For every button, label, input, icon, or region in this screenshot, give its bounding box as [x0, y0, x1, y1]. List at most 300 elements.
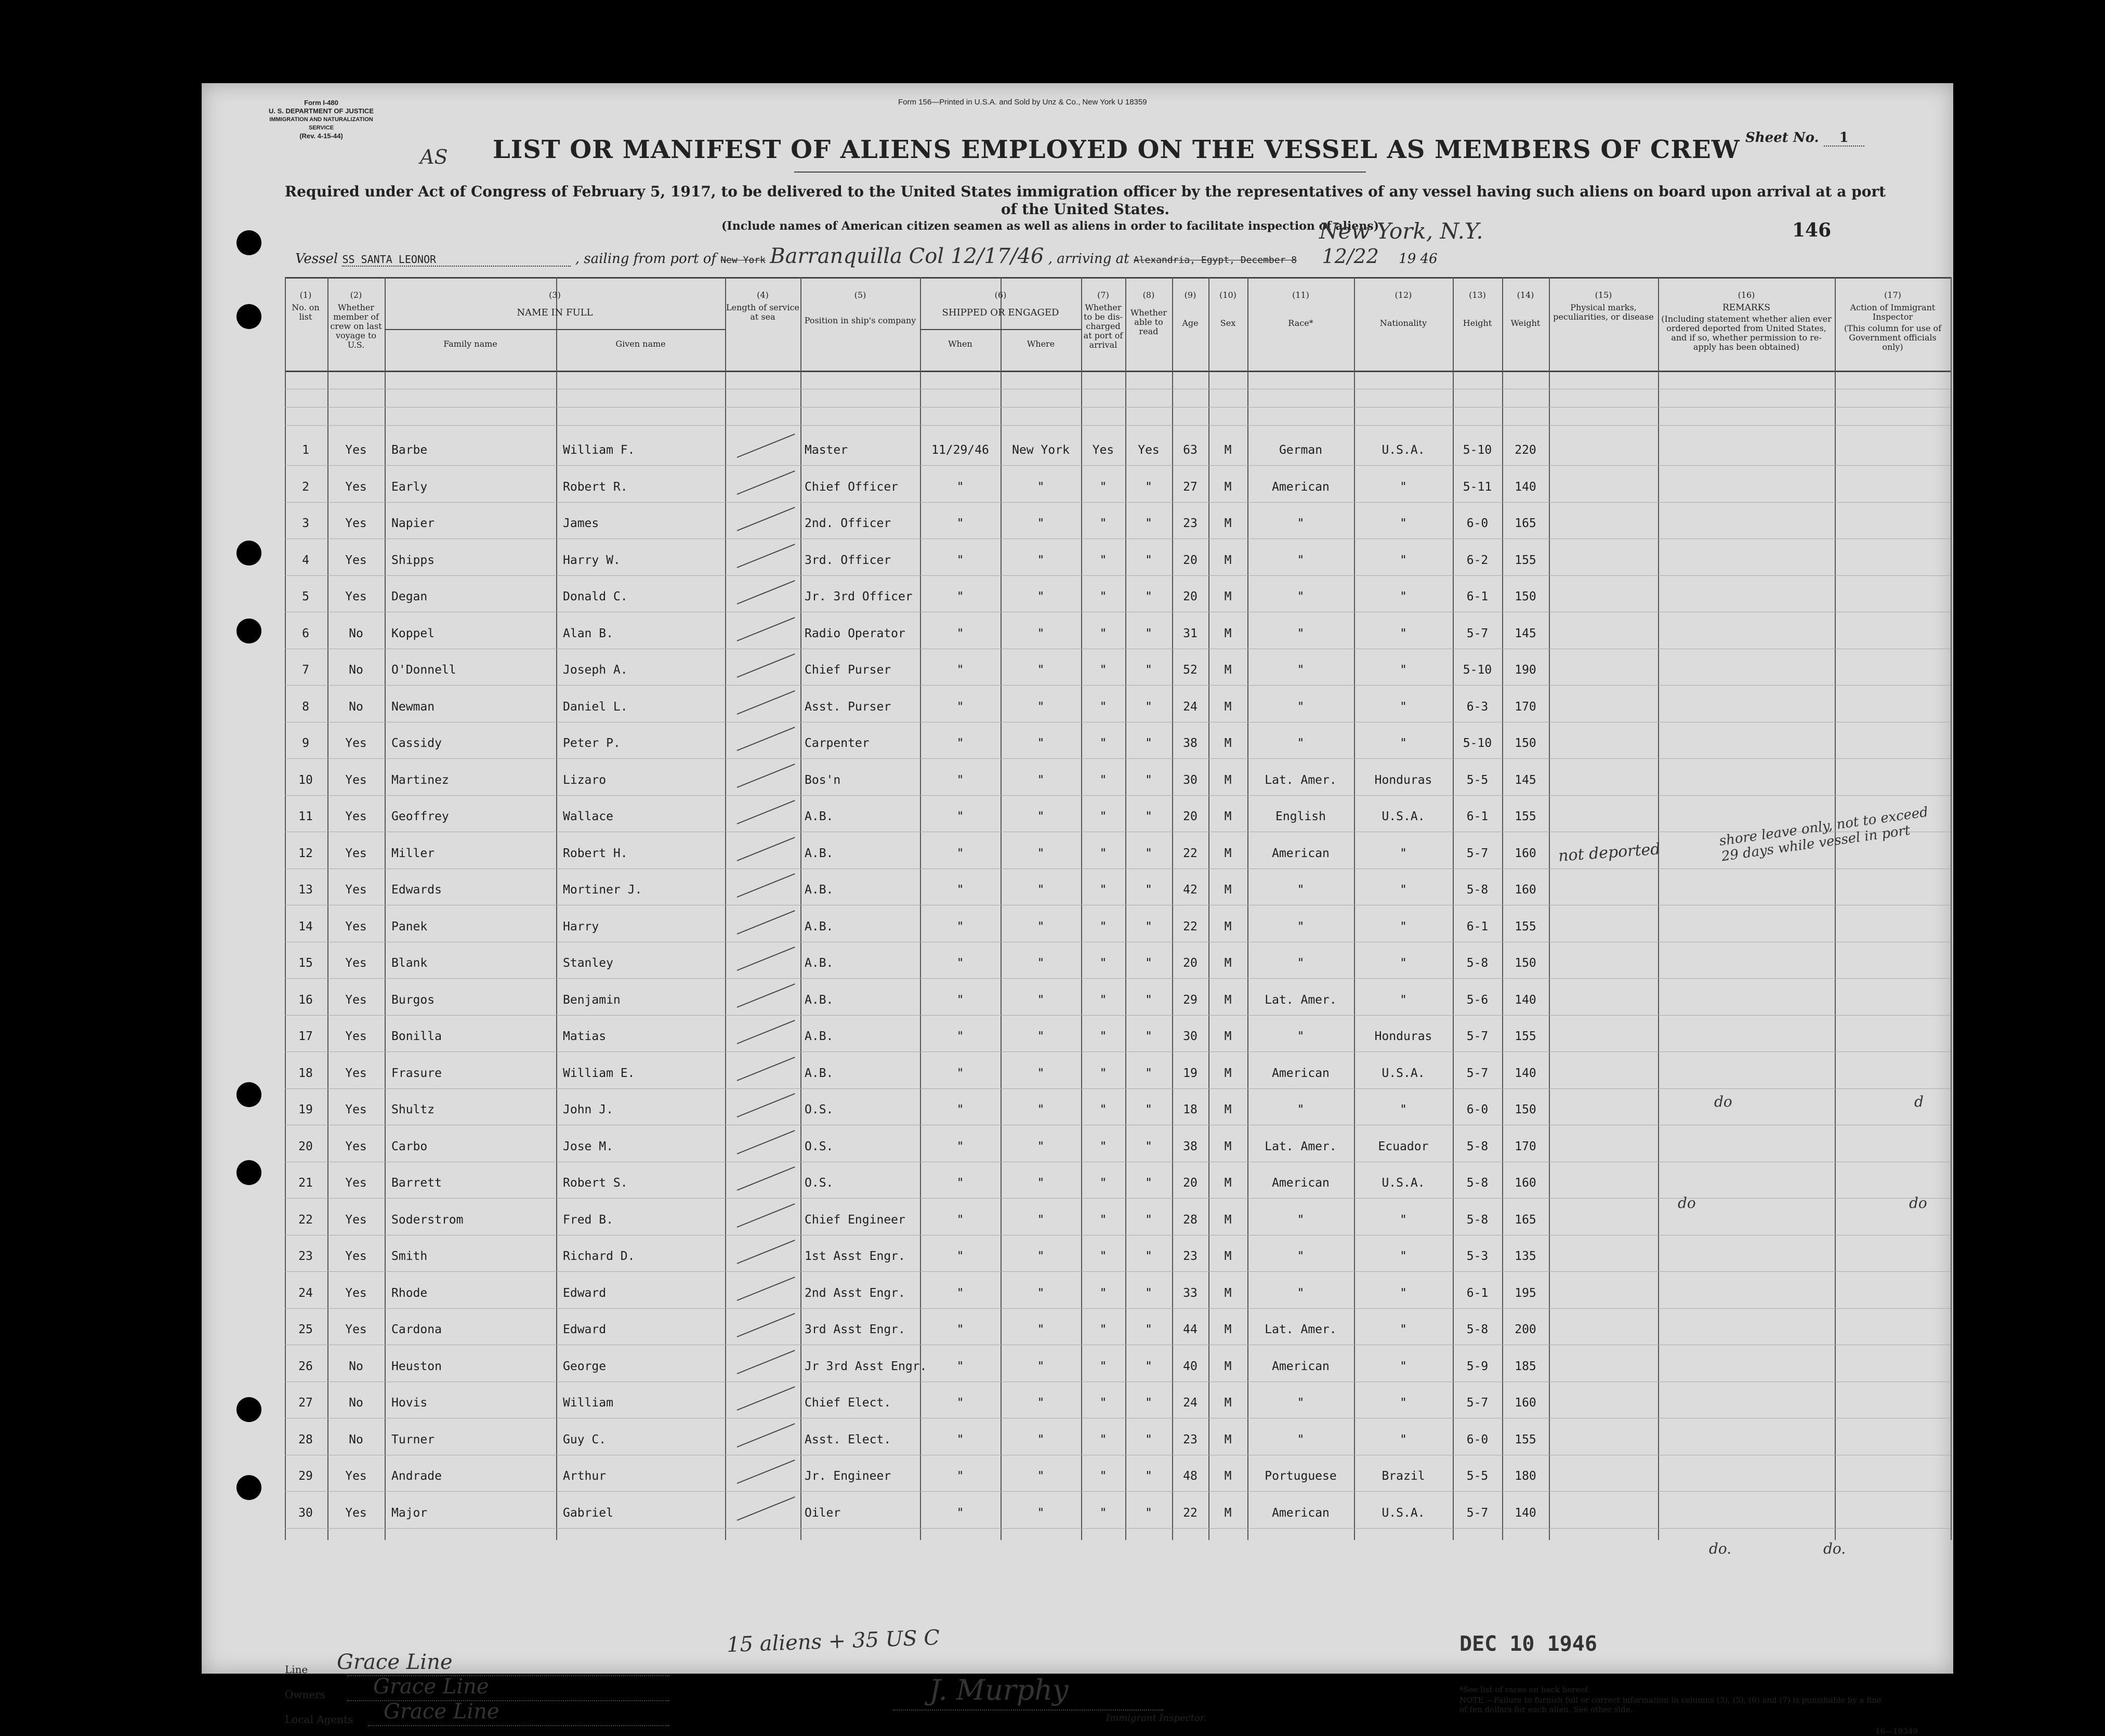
cell-weight: 165	[1515, 1213, 1536, 1227]
cell-race: "	[1297, 1103, 1305, 1116]
agents-underline	[368, 1725, 669, 1726]
cell-given: Harry	[563, 919, 599, 933]
col-num-8: (8)	[1142, 290, 1155, 300]
service-tick-mark	[737, 507, 795, 531]
cell-no: 8	[302, 700, 309, 714]
col-head-nationality: Nationality	[1379, 318, 1427, 328]
service-tick-mark	[737, 1313, 795, 1337]
cell-no: 20	[298, 1139, 313, 1153]
cell-disch: "	[1099, 480, 1107, 494]
cell-weight: 140	[1515, 993, 1536, 1007]
cell-position: Jr 3rd Asst Engr.	[805, 1359, 927, 1373]
cell-race: American	[1272, 1506, 1330, 1520]
cell-race: Lat. Amer.	[1265, 773, 1337, 787]
annotation-ditto: do.	[1709, 1540, 1732, 1557]
cell-weight: 160	[1515, 846, 1536, 860]
cell-when: "	[956, 553, 964, 567]
col-head-given: Given name	[615, 339, 666, 349]
cell-sex: M	[1224, 1432, 1232, 1446]
cell-height: 5-11	[1463, 480, 1492, 494]
cell-sex: M	[1224, 737, 1232, 750]
cell-height: 5-8	[1466, 1139, 1489, 1153]
struck-arrival: Alexandria, Egypt, December 8	[1133, 255, 1297, 266]
cell-read: "	[1145, 626, 1152, 640]
cell-family: Cardona	[391, 1323, 442, 1336]
cell-position: 3rd. Officer	[805, 553, 891, 567]
cell-disch: "	[1099, 1359, 1107, 1373]
cell-nat: "	[1400, 590, 1407, 603]
cell-family: Degan	[391, 590, 428, 603]
col-head-no: No. on list	[292, 303, 320, 322]
cell-age: 22	[1183, 919, 1198, 933]
cell-last: Yes	[345, 1066, 367, 1080]
cell-no: 9	[302, 737, 309, 750]
cell-last: Yes	[345, 993, 367, 1007]
races-note: *See list of races on back hereof.	[1459, 1685, 1590, 1694]
cell-read: "	[1145, 1066, 1152, 1080]
cell-given: Edward	[563, 1323, 607, 1336]
cell-last: Yes	[345, 883, 367, 897]
cell-nat: U.S.A.	[1382, 1066, 1425, 1080]
col-head-physical: Physical marks, peculiarities, or disease	[1553, 303, 1654, 322]
cell-where: "	[1037, 993, 1045, 1007]
cell-position: A.B.	[805, 993, 834, 1007]
cell-where: "	[1037, 883, 1045, 897]
cell-no: 15	[298, 956, 313, 970]
cell-where: "	[1037, 480, 1045, 494]
cell-where: New York	[1012, 443, 1070, 457]
cell-no: 14	[298, 919, 313, 933]
cell-when: "	[956, 810, 964, 823]
cell-weight: 140	[1515, 1506, 1536, 1520]
cell-race: American	[1272, 480, 1330, 494]
sheet-value: 1	[1824, 130, 1864, 147]
cell-age: 18	[1183, 1103, 1198, 1116]
cell-family: Carbo	[391, 1139, 428, 1153]
cell-height: 5-7	[1466, 1066, 1489, 1080]
cell-weight: 190	[1515, 663, 1536, 677]
cell-read: "	[1145, 480, 1152, 494]
col-num-10: (10)	[1219, 290, 1236, 300]
cell-no: 27	[298, 1396, 313, 1410]
cell-family: Edwards	[391, 883, 442, 897]
cell-given: William	[563, 1396, 613, 1410]
cell-age: 23	[1183, 1250, 1198, 1263]
cell-weight: 195	[1515, 1286, 1536, 1300]
cell-position: Chief Officer	[805, 480, 899, 494]
cell-last: Yes	[345, 480, 367, 494]
cell-age: 29	[1183, 993, 1198, 1007]
table-row	[285, 616, 1951, 652]
cell-read: "	[1145, 1139, 1152, 1153]
service-tick-mark	[737, 1093, 795, 1117]
binder-hole	[236, 1160, 261, 1185]
cell-read: "	[1145, 1396, 1152, 1410]
cell-height: 5-8	[1466, 1213, 1489, 1227]
table-row	[285, 910, 1951, 945]
cell-given: Matias	[563, 1030, 607, 1043]
cell-height: 5-10	[1463, 663, 1492, 677]
vessel-name: SS SANTA LEONOR	[342, 253, 571, 267]
cell-when: "	[956, 1323, 964, 1336]
col-head-shipped: SHIPPED OR ENGAGED	[942, 307, 1059, 318]
cell-where: "	[1037, 1103, 1045, 1116]
cell-position: Carpenter	[805, 737, 870, 750]
cell-read: Yes	[1138, 443, 1160, 457]
cell-where: "	[1037, 1323, 1045, 1336]
table-row	[285, 1019, 1951, 1055]
cell-last: No	[349, 663, 363, 677]
cell-when: "	[956, 1103, 964, 1116]
cell-disch: "	[1099, 810, 1107, 823]
cell-family: Rhode	[391, 1286, 428, 1300]
cell-nat: "	[1400, 626, 1407, 640]
cell-no: 25	[298, 1323, 313, 1336]
service-tick-mark	[737, 1350, 795, 1374]
cell-height: 5-5	[1466, 773, 1489, 787]
cell-height: 5-9	[1466, 1359, 1489, 1373]
cell-weight: 170	[1515, 1139, 1536, 1153]
cell-family: O'Donnell	[391, 663, 456, 677]
cell-when: "	[956, 919, 964, 933]
cell-when: "	[956, 883, 964, 897]
cell-race: "	[1297, 1213, 1305, 1227]
cell-position: A.B.	[805, 883, 834, 897]
cell-position: Jr. 3rd Officer	[805, 590, 913, 603]
annotation-shore-leave: shore leave only, not to exceed 29 days while vessel in port	[1718, 804, 1929, 865]
cell-where: "	[1037, 810, 1045, 823]
cell-given: Guy C.	[563, 1432, 607, 1446]
table-row	[285, 1203, 1951, 1238]
sequence-number: 146	[1792, 219, 1832, 241]
cell-disch: "	[1099, 590, 1107, 603]
cell-read: "	[1145, 1469, 1152, 1483]
agents-label: Local Agents	[285, 1713, 353, 1726]
cell-where: "	[1037, 737, 1045, 750]
service: IMMIGRATION AND NATURALIZATION SERVICE	[269, 116, 373, 131]
cell-position: Radio Operator	[805, 626, 905, 640]
cell-read: "	[1145, 773, 1152, 787]
annotation-not-deported: not deported	[1558, 840, 1661, 865]
row-rule	[285, 425, 1951, 426]
cell-given: Donald C.	[563, 590, 628, 603]
cell-when: 11/29/46	[931, 443, 989, 457]
cell-given: Harry W.	[563, 553, 621, 567]
col-head-height: Height	[1463, 318, 1492, 328]
arriving-label: , arriving at	[1048, 251, 1129, 267]
cell-sex: M	[1224, 1506, 1232, 1520]
cell-where: "	[1037, 846, 1045, 860]
cell-position: Chief Elect.	[805, 1396, 891, 1410]
col-head-remarks: REMARKS	[1722, 303, 1771, 313]
cell-sex: M	[1224, 956, 1232, 970]
cell-when: "	[956, 1506, 964, 1520]
penalty-note: NOTE.—Failure to furnish full or correct information in columns (3), (5), (6) and (7) is punishable by a fine of ten dollars for each alien. See other side.	[1459, 1695, 1882, 1714]
cell-read: "	[1145, 956, 1152, 970]
cell-where: "	[1037, 1213, 1045, 1227]
cell-weight: 150	[1515, 956, 1536, 970]
cell-height: 6-2	[1466, 553, 1489, 567]
table-row	[285, 506, 1951, 542]
cell-position: Chief Purser	[805, 663, 891, 677]
cell-race: "	[1297, 1432, 1305, 1446]
cell-position: Chief Engineer	[805, 1213, 905, 1227]
table-row	[285, 690, 1951, 725]
cell-family: Shipps	[391, 553, 435, 567]
owners-value: Grace Line	[373, 1675, 489, 1699]
cell-where: "	[1037, 626, 1045, 640]
col-num-5: (5)	[854, 290, 866, 300]
cell-last: No	[349, 700, 363, 714]
cell-race: Portuguese	[1265, 1469, 1337, 1483]
cell-disch: "	[1099, 993, 1107, 1007]
cell-given: Lizaro	[563, 773, 607, 787]
cell-given: John J.	[563, 1103, 613, 1116]
date-stamp: DEC 10 1946	[1459, 1632, 1597, 1656]
cell-nat: U.S.A.	[1382, 443, 1425, 457]
col-num-12: (12)	[1394, 290, 1412, 300]
cell-where: "	[1037, 553, 1045, 567]
cell-last: Yes	[345, 1030, 367, 1043]
cell-last: Yes	[345, 1286, 367, 1300]
cell-no: 18	[298, 1066, 313, 1080]
cell-family: Cassidy	[391, 737, 442, 750]
table-row	[285, 1459, 1951, 1494]
cell-family: Panek	[391, 919, 428, 933]
cell-height: 5-7	[1466, 1030, 1489, 1043]
cell-age: 20	[1183, 810, 1198, 823]
cell-height: 6-1	[1466, 919, 1489, 933]
cell-given: William F.	[563, 443, 635, 457]
col-head-sex: Sex	[1220, 318, 1236, 328]
service-tick-mark	[737, 1240, 795, 1264]
cell-read: "	[1145, 517, 1152, 530]
table-row	[285, 1056, 1951, 1091]
cell-nat: "	[1400, 883, 1407, 897]
cell-position: A.B.	[805, 1030, 834, 1043]
cell-given: Joseph A.	[563, 663, 628, 677]
cell-where: "	[1037, 773, 1045, 787]
table-row	[285, 470, 1951, 505]
cell-age: 42	[1183, 883, 1198, 897]
cell-sex: M	[1224, 1176, 1232, 1190]
service-tick-mark	[737, 1386, 795, 1411]
cell-weight: 165	[1515, 517, 1536, 530]
cell-sex: M	[1224, 846, 1232, 860]
table-header-rule	[285, 371, 1951, 372]
cell-race: "	[1297, 1030, 1305, 1043]
service-tick-mark	[737, 470, 795, 495]
cell-position: O.S.	[805, 1139, 834, 1153]
cell-when: "	[956, 1250, 964, 1263]
cell-race: American	[1272, 1359, 1330, 1373]
service-tick-mark	[737, 873, 795, 898]
binder-hole	[236, 1475, 261, 1500]
cell-height: 6-3	[1466, 700, 1489, 714]
cell-disch: "	[1099, 663, 1107, 677]
cell-weight: 155	[1515, 1432, 1536, 1446]
cell-disch: "	[1099, 1432, 1107, 1446]
cell-weight: 180	[1515, 1469, 1536, 1483]
cell-last: Yes	[345, 443, 367, 457]
cell-read: "	[1145, 1506, 1152, 1520]
cell-where: "	[1037, 1506, 1045, 1520]
cell-sex: M	[1224, 883, 1232, 897]
inspector-underline	[893, 1709, 1163, 1711]
cell-last: Yes	[345, 517, 367, 530]
cell-age: 30	[1183, 773, 1198, 787]
cell-where: "	[1037, 919, 1045, 933]
cell-last: Yes	[345, 1250, 367, 1263]
cell-height: 5-3	[1466, 1250, 1489, 1263]
service-tick-mark	[737, 727, 795, 751]
annotation-ditto: d	[1914, 1093, 1924, 1110]
table-row	[285, 1312, 1951, 1348]
cell-sex: M	[1224, 443, 1232, 457]
cell-when: "	[956, 480, 964, 494]
col-head-name: NAME IN FULL	[517, 307, 593, 318]
cell-when: "	[956, 1066, 964, 1080]
col-num-11: (11)	[1292, 290, 1309, 300]
cell-race: "	[1297, 517, 1305, 530]
cell-weight: 170	[1515, 700, 1536, 714]
cell-last: Yes	[345, 1506, 367, 1520]
cell-age: 52	[1183, 663, 1198, 677]
cell-age: 20	[1183, 553, 1198, 567]
cell-height: 5-10	[1463, 443, 1492, 457]
cell-disch: "	[1099, 1506, 1107, 1520]
table-row	[285, 433, 1951, 468]
table-row	[285, 653, 1951, 688]
cell-when: "	[956, 1030, 964, 1043]
cell-sex: M	[1224, 1139, 1232, 1153]
cell-age: 23	[1183, 1432, 1198, 1446]
cell-family: Early	[391, 480, 428, 494]
cell-no: 3	[302, 517, 309, 530]
cell-disch: "	[1099, 919, 1107, 933]
cell-no: 24	[298, 1286, 313, 1300]
service-tick-mark	[737, 800, 795, 824]
cell-sex: M	[1224, 1030, 1232, 1043]
cell-disch: "	[1099, 773, 1107, 787]
cell-sex: M	[1224, 993, 1232, 1007]
cell-no: 6	[302, 626, 309, 640]
cell-where: "	[1037, 1250, 1045, 1263]
binder-hole	[236, 1397, 261, 1422]
sailing-port: Barranquilla Col 12/17/46	[770, 244, 1044, 268]
cell-where: "	[1037, 956, 1045, 970]
cell-family: Turner	[391, 1432, 435, 1446]
cell-weight: 155	[1515, 1030, 1536, 1043]
cell-last: Yes	[345, 1213, 367, 1227]
cell-sex: M	[1224, 1323, 1232, 1336]
service-tick-mark	[737, 1277, 795, 1301]
cell-race: "	[1297, 590, 1305, 603]
service-tick-mark	[737, 983, 795, 1008]
cell-given: Alan B.	[563, 626, 613, 640]
service-tick-mark	[737, 1423, 795, 1448]
table-row	[285, 1349, 1951, 1385]
cell-age: 30	[1183, 1030, 1198, 1043]
cell-age: 24	[1183, 700, 1198, 714]
cell-given: William E.	[563, 1066, 635, 1080]
cell-when: "	[956, 590, 964, 603]
cell-nat: "	[1400, 1286, 1407, 1300]
arrival-port: New York, N.Y.	[1319, 218, 1483, 244]
cell-last: Yes	[345, 846, 367, 860]
cell-position: 1st Asst Engr.	[805, 1250, 905, 1263]
table-row	[285, 946, 1951, 981]
cell-no: 11	[298, 810, 313, 823]
col-num-6: (6)	[994, 290, 1007, 300]
cell-last: Yes	[345, 1139, 367, 1153]
cell-sex: M	[1224, 1250, 1232, 1263]
service-tick-mark	[737, 1203, 795, 1228]
cell-position: A.B.	[805, 846, 834, 860]
col-head-age: Age	[1182, 318, 1199, 328]
cell-last: No	[349, 1396, 363, 1410]
table-row	[285, 1276, 1951, 1311]
manifest-sheet	[202, 83, 1953, 1736]
include-note: (Include names of American citizen seamen as well as aliens in order to facilitate inspection of aliens)	[721, 219, 1379, 233]
cell-sex: M	[1224, 1213, 1232, 1227]
cell-read: "	[1145, 590, 1152, 603]
cell-disch: "	[1099, 1103, 1107, 1116]
cell-read: "	[1145, 883, 1152, 897]
cell-disch: "	[1099, 553, 1107, 567]
col-num-4: (4)	[757, 290, 769, 300]
cell-when: "	[956, 1286, 964, 1300]
cell-where: "	[1037, 1359, 1045, 1373]
cell-position: O.S.	[805, 1176, 834, 1190]
cell-given: Benjamin	[563, 993, 621, 1007]
annotation-ditto: do	[1909, 1194, 1927, 1212]
crew-table	[285, 277, 1951, 1557]
cell-last: Yes	[345, 737, 367, 750]
cell-last: Yes	[345, 1323, 367, 1336]
cell-sex: M	[1224, 553, 1232, 567]
service-tick-mark	[737, 764, 795, 788]
cell-height: 6-0	[1466, 1432, 1489, 1446]
cell-no: 21	[298, 1176, 313, 1190]
cell-age: 33	[1183, 1286, 1198, 1300]
table-row	[285, 1386, 1951, 1421]
col-head-position: Position in ship's company	[804, 315, 916, 325]
cell-race: "	[1297, 919, 1305, 933]
cell-family: Newman	[391, 700, 435, 714]
cell-age: 22	[1183, 846, 1198, 860]
cell-where: "	[1037, 1469, 1045, 1483]
col-head-when: When	[948, 339, 972, 349]
cell-family: Andrade	[391, 1469, 442, 1483]
cell-read: "	[1145, 1359, 1152, 1373]
cell-weight: 155	[1515, 810, 1536, 823]
cell-disch: "	[1099, 737, 1107, 750]
cell-sex: M	[1224, 517, 1232, 530]
cell-nat: "	[1400, 956, 1407, 970]
cell-given: Mortiner J.	[563, 883, 642, 897]
cell-height: 5-8	[1466, 1323, 1489, 1336]
cell-age: 19	[1183, 1066, 1198, 1080]
cell-read: "	[1145, 1432, 1152, 1446]
col-head-race: Race*	[1288, 318, 1313, 328]
cell-nat: "	[1400, 517, 1407, 530]
cell-last: Yes	[345, 590, 367, 603]
cell-no: 30	[298, 1506, 313, 1520]
revision: (Rev. 4-15-44)	[299, 132, 343, 140]
cell-read: "	[1145, 1286, 1152, 1300]
cell-height: 5-6	[1466, 993, 1489, 1007]
